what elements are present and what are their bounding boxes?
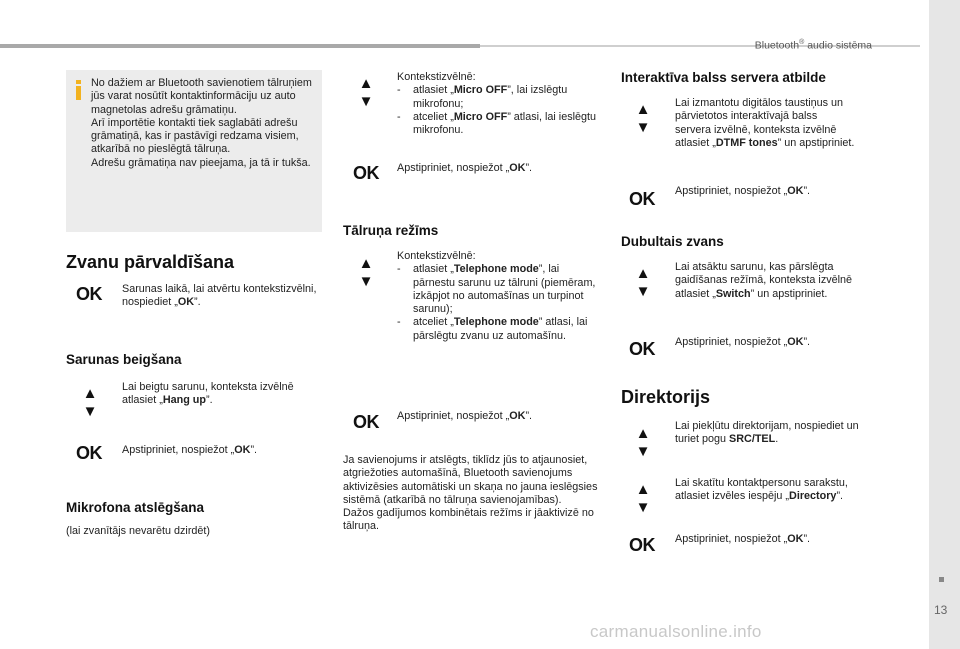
section-title-dubultais-zvans: Dubultais zvans [621, 234, 724, 249]
ok-button-icon: OK [76, 284, 102, 304]
direktorijs-text-1: Lai piekļūtu direktorijam, nospiediet un turiet pogu SRC/TEL. [675, 420, 859, 446]
side-strip [929, 0, 960, 649]
talruna-note: Ja savienojums ir atslēgts, tiklīdz jūs to atjaunosiet, atgriežoties automašīnā, Bluetooth savienojums aktivizēsies automātiski un skaņa no jauna ieslēgsies sistēmā (atkarībā no tālruņa savienojamības). Dažos gadījumos kombinētais režīms ir jāaktivizē no tālruņa. [343, 454, 598, 533]
list-item: - atceliet „Telephone mode” atlasi, lai pārslēgtu zvanu uz automašīnu. [397, 316, 602, 343]
arrow-down-icon: ▼ [635, 443, 651, 460]
watermark: carmanualsonline.info [590, 622, 762, 641]
list-item: - atlasiet „Telephone mode”, lai pārnestu sarunu uz tālruni (piemēram, izkāpjot no automašīnas un turpinot sarunu); [397, 263, 602, 316]
talruna-menu: Kontekstizvēlnē: - atlasiet „Telephone mode”, lai pārnestu sarunu uz tālruni (piemēram, izkāpjot no automašīnas un turpinot sarunu); - atceliet „Telephone mode” atlasi, lai pārslēgtu zvanu uz automašīnu. [397, 250, 602, 343]
header-rule [0, 44, 480, 48]
arrow-up-icon: ▲ [82, 385, 98, 402]
section-title-mikrofons: Mikrofona atslēgšana [66, 500, 205, 515]
ok-button-icon: OK [353, 163, 379, 183]
list-item: - atlasiet „Micro OFF”, lai izslēgtu mikrofonu; [397, 84, 597, 111]
mikrofons-note: (lai zvanītājs nevarētu dzirdēt) [66, 525, 211, 537]
mikrofons-menu: Kontekstizvēlnē: - atlasiet „Micro OFF”, lai izslēgtu mikrofonu; - atceliet „Micro OFF” atlasi, lai ieslēgtu mikrofonu. [397, 71, 597, 137]
arrow-down-icon: ▼ [358, 273, 374, 290]
arrow-down-icon: ▼ [358, 93, 374, 110]
ok-button-icon: OK [629, 535, 655, 555]
ok-button-icon: OK [76, 443, 102, 463]
arrow-up-icon: ▲ [635, 101, 651, 118]
arrow-down-icon: ▼ [635, 499, 651, 516]
page-marker [939, 577, 944, 582]
list-item: - atceliet „Micro OFF” atlasi, lai ieslēgtu mikrofonu. [397, 111, 597, 138]
arrow-down-icon: ▼ [635, 283, 651, 300]
arrow-down-icon: ▼ [635, 119, 651, 136]
arrow-up-icon: ▲ [635, 481, 651, 498]
interaktiva-confirm: Apstipriniet, nospiežot „OK”. [675, 185, 811, 197]
info-text: No dažiem ar Bluetooth savienotiem tālruņiem jūs varat nosūtīt kontaktinformāciju uz auto magnetolas adrešu grāmatiņu. Arī importētie kontakti tiek saglabāti adrešu grāmatiņā, kas ir pastāvīgi redzama visiem, atkarībā no pieslēgtā tālruņa. Adrešu grāmatiņa nav pieejama, ja tā ir tukša. [91, 77, 312, 169]
section-title-interaktiva-balss: Interaktīva balss servera atbilde [621, 70, 826, 85]
arrow-down-icon: ▼ [82, 403, 98, 420]
section-title-beigsana: Sarunas beigšana [66, 352, 182, 367]
page-number: 13 [934, 603, 948, 617]
arrow-up-icon: ▲ [635, 265, 651, 282]
ok-button-icon: OK [629, 189, 655, 209]
beigsana-confirm: Apstipriniet, nospiežot „OK”. [122, 444, 258, 456]
dubultais-text: Lai atsāktu sarunu, kas pārslēgta gaidīšanas režīmā, konteksta izvēlnē atlasiet „Switch” un apstipriniet. [675, 261, 853, 300]
page-header: Bluetooth® audio sistēma [754, 39, 872, 52]
direktorijs-text-2: Lai skatītu kontaktpersonu sarakstu, atlasiet izvēles iespēju „Directory”. [675, 477, 848, 503]
section-title-talruna-rezims: Tālruņa režīms [343, 223, 439, 238]
section-title-direktorijs: Direktorijs [621, 387, 711, 407]
ok-button-icon: OK [353, 412, 379, 432]
dubultais-confirm: Apstipriniet, nospiežot „OK”. [675, 336, 811, 348]
arrow-up-icon: ▲ [358, 75, 374, 92]
arrow-up-icon: ▲ [635, 425, 651, 442]
mikrofons-confirm: Apstipriniet, nospiežot „OK”. [397, 162, 533, 174]
ok-button-icon: OK [629, 339, 655, 359]
interaktiva-text: Lai izmantotu digitālos taustiņus un pārvietotos interaktīvajā balss servera izvēlnē, konteksta izvēlnē atlasiet „DTMF tones” un apstipriniet. [675, 97, 855, 149]
direktorijs-confirm: Apstipriniet, nospiežot „OK”. [675, 533, 811, 545]
beigsana-text: Lai beigtu sarunu, konteksta izvēlnē atlasiet „Hang up”. [122, 381, 294, 407]
info-icon [76, 80, 81, 100]
section-title-zvanu: Zvanu pārvaldīšana [66, 252, 235, 272]
talruna-confirm: Apstipriniet, nospiežot „OK”. [397, 410, 533, 422]
arrow-up-icon: ▲ [358, 255, 374, 272]
zvanu-text: Sarunas laikā, lai atvērtu kontekstizvēlni, nospiediet „OK”. [122, 283, 317, 309]
